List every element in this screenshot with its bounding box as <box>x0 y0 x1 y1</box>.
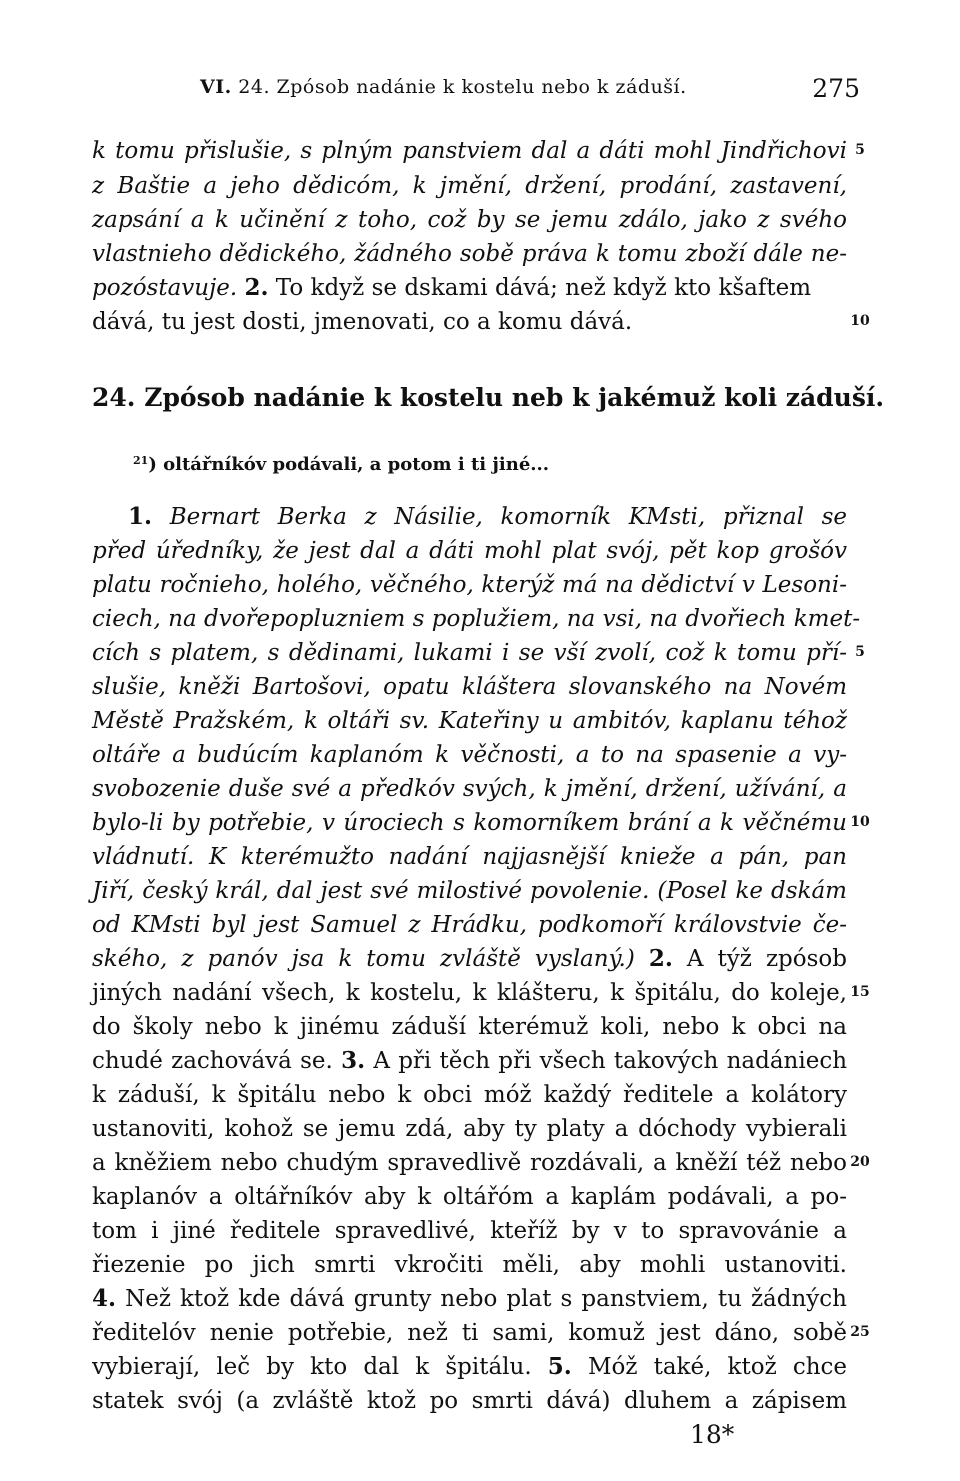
line-number: 5 <box>855 644 865 660</box>
text-line: k tomu přislušie, s plným panstviem dal a dáti mohl Jindřichovi <box>92 138 847 164</box>
text-line <box>92 1350 847 1384</box>
text-run: To když se dskami dává; než když kto kšaftem <box>275 275 812 301</box>
page-header <box>200 70 860 104</box>
paragraph-number: 4. <box>92 1285 117 1312</box>
text-line: jiných nadání všech, k kostelu, k klášteru, k špitálu, do koleje, <box>92 980 847 1006</box>
chapter-numeral: VI. <box>200 76 232 98</box>
paragraph-number: 5. <box>547 1353 572 1380</box>
page-number: 275 <box>812 74 860 103</box>
text-italic: ského, z panóv jsa k tomu zvláště vyslaný.) <box>92 946 635 972</box>
footnote-text: ) oltářníkóv podávali, a potom i ti jiné... <box>148 454 550 475</box>
text-line <box>92 1044 847 1078</box>
line-number: 10 <box>850 814 870 830</box>
text-run: Móž také, ktož chce <box>587 1354 848 1380</box>
text-line: Městě Pražském, k oltáři sv. Kateřiny u ambitóv, kaplanu téhož <box>92 708 847 734</box>
paragraph-number: 3. <box>341 1047 366 1074</box>
text-line: z Baštie a jeho dědicóm, k jmění, držení, prodání, zastavení, <box>92 173 847 199</box>
footnote <box>133 447 549 475</box>
text-run: vybierají, leč by kto dal k špitálu. <box>92 1354 532 1380</box>
text-line: ciech, na dvořepopluzniem s poplužiem, na vsi, na dvořiech kmet- <box>92 606 861 632</box>
text-line: ředitelóv nenie potřebie, než ti sami, komuž jest dáno, sobě <box>92 1320 847 1346</box>
text-line: svobozenie duše své a předkóv svých, k jmění, držení, užívání, a <box>92 776 847 802</box>
text-line: oltáře a budúcím kaplanóm k věčnosti, a to na spasenie a vy- <box>92 742 847 768</box>
section-heading: 24. Zpósob nadánie k kostelu neb k jakémuž koli záduší. <box>92 383 885 412</box>
line-number: 15 <box>850 984 870 1000</box>
paragraph-number: 2. <box>244 274 269 301</box>
text-line: ustanoviti, kohož se jemu zdá, aby ty platy a dóchody vybierali <box>92 1116 847 1142</box>
text-line: Jiří, český král, dal jest své milostivé povolenie. (Posel ke dskám <box>92 878 847 904</box>
text-line: zapsání a k učinění z toho, což by se jemu zdálo, jako z svého <box>92 207 847 233</box>
text-run: A týž zpósob <box>686 946 847 972</box>
text-line: vlastnieho dědického, žádného sobě práva k tomu zboží dále ne- <box>92 241 847 267</box>
running-head <box>200 76 687 98</box>
text-line: řiezenie po jich smrti vkročiti měli, aby mohli ustanoviti. <box>92 1252 847 1278</box>
signature-mark: 18* <box>690 1420 735 1449</box>
text-run: Bernart Berka z Násilie, komorník KMsti, přiznal se <box>169 504 848 530</box>
line-number: 20 <box>850 1154 870 1170</box>
text-line <box>92 942 847 976</box>
line-number: 10 <box>850 313 870 329</box>
text-line: slušie, kněži Bartošovi, opatu kláštera slovanského na Novém <box>92 674 847 700</box>
text-line <box>92 271 847 305</box>
paragraph-number: 1. <box>128 503 153 530</box>
text-line: platu ročnieho, holého, věčného, kterýž má na dědictví v Lesoni- <box>92 572 847 598</box>
text-line: od KMsti byl jest Samuel z Hrádku, podkomoří královstvie če- <box>92 912 847 938</box>
running-title: 24. Zpósob nadánie k kostelu nebo k záduší. <box>238 76 687 98</box>
line-number: 25 <box>850 1324 870 1340</box>
text-run: Než ktož kde dává grunty nebo plat s panstviem, tu žádných <box>125 1286 847 1312</box>
text-line: kaplanóv a oltářníkóv aby k oltářóm a kaplám podávali, a po- <box>92 1184 847 1210</box>
text-run: A při těch při všech takových nadániech <box>373 1048 848 1074</box>
text-line <box>128 500 847 534</box>
text-line: před úředníky, že jest dal a dáti mohl plat svój, pět kop grošóv <box>92 538 847 564</box>
text-line: a kněžiem nebo chudým spravedlivě rozdávali, a kněží též nebo <box>92 1150 847 1176</box>
line-number: 5 <box>855 142 865 158</box>
text-line <box>92 1282 847 1316</box>
text-line: statek svój (a zvláště ktož po smrti dává) dluhem a zápisem <box>92 1388 847 1414</box>
text-line: cích s platem, s dědinami, lukami i se vší zvolí, což k tomu pří- <box>92 640 847 666</box>
text-run: chudé zachovává se. <box>92 1048 333 1074</box>
text-italic: pozóstavuje. <box>92 275 238 301</box>
footnote-marker: 21 <box>133 454 149 467</box>
text-line: dává, tu jest dosti, jmenovati, co a komu dává. <box>92 309 633 335</box>
text-line: do školy nebo k jinému záduší kterémuž koli, nebo k obci na <box>92 1014 847 1040</box>
text-line: bylo-li by potřebie, v úrociech s komorníkem brání a k věčnému <box>92 810 847 836</box>
text-line: vládnutí. K kterémužto nadání najjasnější knieže a pán, pan <box>92 844 847 870</box>
paragraph-number: 2. <box>648 945 673 972</box>
text-line: tom i jiné ředitele spravedlivé, kteříž by v to spravovánie a <box>92 1218 847 1244</box>
text-line: k záduší, k špitálu nebo k obci móž každý ředitele a kolátory <box>92 1082 847 1108</box>
